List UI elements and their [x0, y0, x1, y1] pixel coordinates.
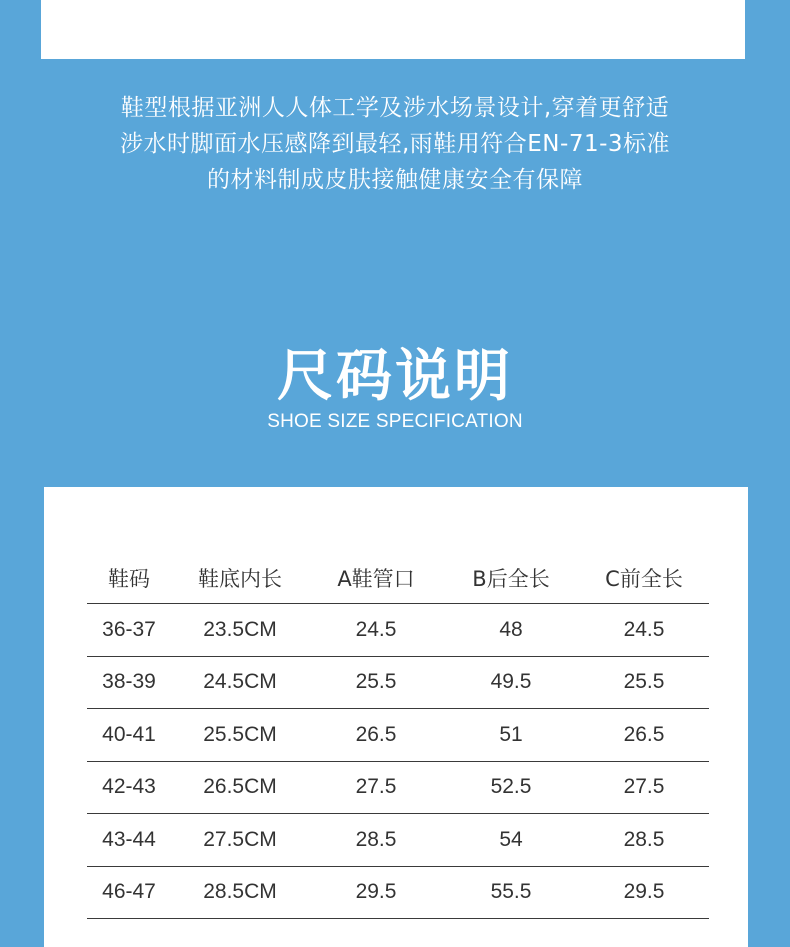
size-table — [87, 553, 709, 919]
header-shaft-opening: A鞋管口 — [309, 553, 443, 604]
table-row — [87, 761, 709, 814]
table-row — [87, 604, 709, 657]
cell-front-height: 25.5 — [579, 656, 709, 709]
header-front-height: C前全长 — [579, 553, 709, 604]
cell-shoe-size: 46-47 — [87, 866, 171, 919]
table-header-row — [87, 553, 709, 604]
cell-shoe-size: 40-41 — [87, 709, 171, 762]
cell-back-height: 52.5 — [443, 761, 579, 814]
cell-front-height: 24.5 — [579, 604, 709, 657]
cell-insole-length: 23.5CM — [171, 604, 309, 657]
cell-shoe-size: 38-39 — [87, 656, 171, 709]
top-white-panel — [41, 0, 745, 59]
header-back-height: B后全长 — [443, 553, 579, 604]
table-row — [87, 709, 709, 762]
cell-shoe-size: 36-37 — [87, 604, 171, 657]
description-line-2: 涉水时脚面水压感降到最轻,雨鞋用符合EN-71-3标准 — [119, 131, 671, 157]
cell-shaft-opening: 28.5 — [309, 814, 443, 867]
size-chart-card — [44, 487, 748, 947]
cell-back-height: 54 — [443, 814, 579, 867]
cell-insole-length: 24.5CM — [171, 656, 309, 709]
header-shoe-size: 鞋码 — [87, 553, 171, 604]
cell-front-height: 29.5 — [579, 866, 709, 919]
cell-shoe-size: 42-43 — [87, 761, 171, 814]
header-insole-length: 鞋底内长 — [171, 553, 309, 604]
cell-insole-length: 26.5CM — [171, 761, 309, 814]
cell-insole-length: 27.5CM — [171, 814, 309, 867]
cell-back-height: 48 — [443, 604, 579, 657]
cell-back-height: 51 — [443, 709, 579, 762]
table-row — [87, 866, 709, 919]
cell-front-height: 27.5 — [579, 761, 709, 814]
description-line-3: 的材料制成皮肤接触健康安全有保障 — [207, 167, 583, 193]
cell-shaft-opening: 25.5 — [309, 656, 443, 709]
cell-shoe-size: 43-44 — [87, 814, 171, 867]
cell-shaft-opening: 26.5 — [309, 709, 443, 762]
cell-shaft-opening: 24.5 — [309, 604, 443, 657]
cell-front-height: 26.5 — [579, 709, 709, 762]
section-subtitle: SHOE SIZE SPECIFICATION — [267, 411, 523, 432]
table-body — [87, 604, 709, 919]
cell-shaft-opening: 29.5 — [309, 866, 443, 919]
cell-back-height: 49.5 — [443, 656, 579, 709]
cell-insole-length: 28.5CM — [171, 866, 309, 919]
section-title: 尺码说明 — [277, 343, 513, 409]
cell-shaft-opening: 27.5 — [309, 761, 443, 814]
table-row — [87, 656, 709, 709]
cell-insole-length: 25.5CM — [171, 709, 309, 762]
table-row — [87, 814, 709, 867]
description-line-1: 鞋型根据亚洲人人体工学及涉水场景设计,穿着更舒适 — [120, 95, 670, 121]
product-description — [0, 90, 790, 198]
cell-front-height: 28.5 — [579, 814, 709, 867]
cell-back-height: 55.5 — [443, 866, 579, 919]
